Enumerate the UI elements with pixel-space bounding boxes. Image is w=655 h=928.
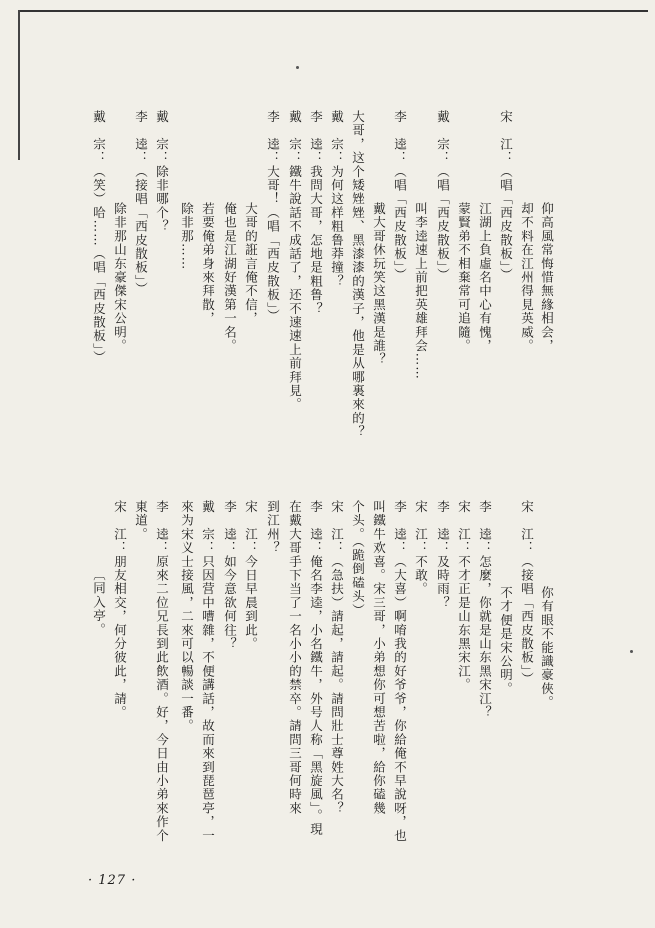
text-column: 叫李逵速上前把英雄拜会……: [413, 202, 429, 381]
text-column: 宋 江：不敢。: [413, 500, 429, 596]
text-column: 李 逵：怎麼，你就是山东黑宋江？: [477, 500, 493, 720]
text-column: 不才便是宋公明。: [498, 586, 514, 696]
text-column: 宋 江：朋友相交，何分彼此，請。: [112, 500, 128, 720]
text-column: 除非那山东豪傑宋公明。: [112, 202, 128, 353]
text-column: 除非那……: [179, 202, 195, 271]
text-column: 戴 宗：为何这样粗鲁莽撞？: [329, 110, 345, 289]
text-column: 宋 江：（接唱「西皮散板」）: [519, 500, 535, 686]
text-column: 李 逵：（大喜）啊唷我的好爷爷，你給俺不早說呀，也: [392, 500, 408, 843]
text-column: 宋 江：（唱「西皮散板」）: [498, 110, 514, 282]
text-column: 戴 宗：（笑）哈……（唱「西皮散板」）: [91, 110, 107, 365]
page-number: · 127 ·: [88, 873, 137, 888]
text-column: 你有眼不能識豪俠。: [539, 586, 555, 710]
text-column: 大哥的誑言俺不信，: [243, 202, 259, 326]
text-column: 在戴大哥手下当了一名小小的禁卒。請問三哥何時來: [287, 500, 303, 816]
text-column: 宋 江：（急扶）請起，請起。請問壯士尊姓大名？: [329, 500, 345, 816]
text-column: 俺也是江湖好漢第一名。: [222, 202, 238, 353]
text-column: 蒙賢弟不相棄常可追隨。: [456, 202, 472, 353]
text-column: 叫鐵牛欢喜。宋三哥，小弟想你可想苦啦，給你磕幾: [371, 500, 387, 816]
text-column: 戴 宗：除非哪个？: [154, 110, 170, 234]
text-column: 宋 江：不才正是山东黑宋江。: [456, 500, 472, 692]
ink-speck: [630, 650, 633, 653]
ink-speck: [296, 66, 299, 69]
text-column: 李 逵：大哥！（唱「西皮散板」）: [265, 110, 281, 323]
page-border-left: [18, 10, 20, 160]
text-column: 戴 宗：鐵牛說話不成話了，还不速速上前拜見。: [287, 110, 303, 412]
text-column: 李 逵：俺名李逵，小名鐵牛，外号人称「黑旋風」。現: [308, 500, 324, 837]
text-column: 來为宋义士接風，二來可以暢談一番。: [179, 500, 195, 733]
text-column: 李 逵：及時雨？: [435, 500, 451, 610]
text-column: 戴 宗：只因营中嘈雜，不便講話，故而來到琵琶亭，一: [200, 500, 216, 843]
page-border-top: [18, 10, 648, 12]
text-column: 〔同入亭。: [91, 568, 107, 637]
text-column: 戴 宗：（唱「西皮散板」）: [435, 110, 451, 282]
text-column: 李 逵：我問大哥，怎地是粗鲁？: [308, 110, 324, 316]
text-column: 个头。（跪倒磕头）: [350, 500, 366, 618]
text-column: 若要俺弟身來拜散，: [200, 202, 216, 326]
text-column: 仰高風常悔惜無緣相会，: [539, 202, 555, 353]
text-column: 李 逵：（接唱「西皮散板」）: [133, 110, 149, 296]
text-column: 到江州？: [265, 500, 281, 555]
text-column: 大哥，这个矮矬矬、黑漆漆的漢子，他是从哪裏來的？: [350, 110, 366, 439]
text-column: 江湖上負虛名中心有愧，: [477, 202, 493, 353]
text-column: 李 逵：原來二位兄長到此飲酒。好，今日由小弟來作个: [154, 500, 170, 843]
text-column: 李 逵：（唱「西皮散板」）: [392, 110, 408, 282]
text-column: 却不料在江州得見英威。: [519, 202, 535, 353]
text-column: 李 逵：如今意欲何往？: [222, 500, 238, 651]
text-column: 宋 江：今日早晨到此。: [243, 500, 259, 651]
text-column: 戴大哥休玩笑这黑漢是誰？: [371, 202, 387, 367]
text-column: 東道。: [133, 500, 149, 542]
